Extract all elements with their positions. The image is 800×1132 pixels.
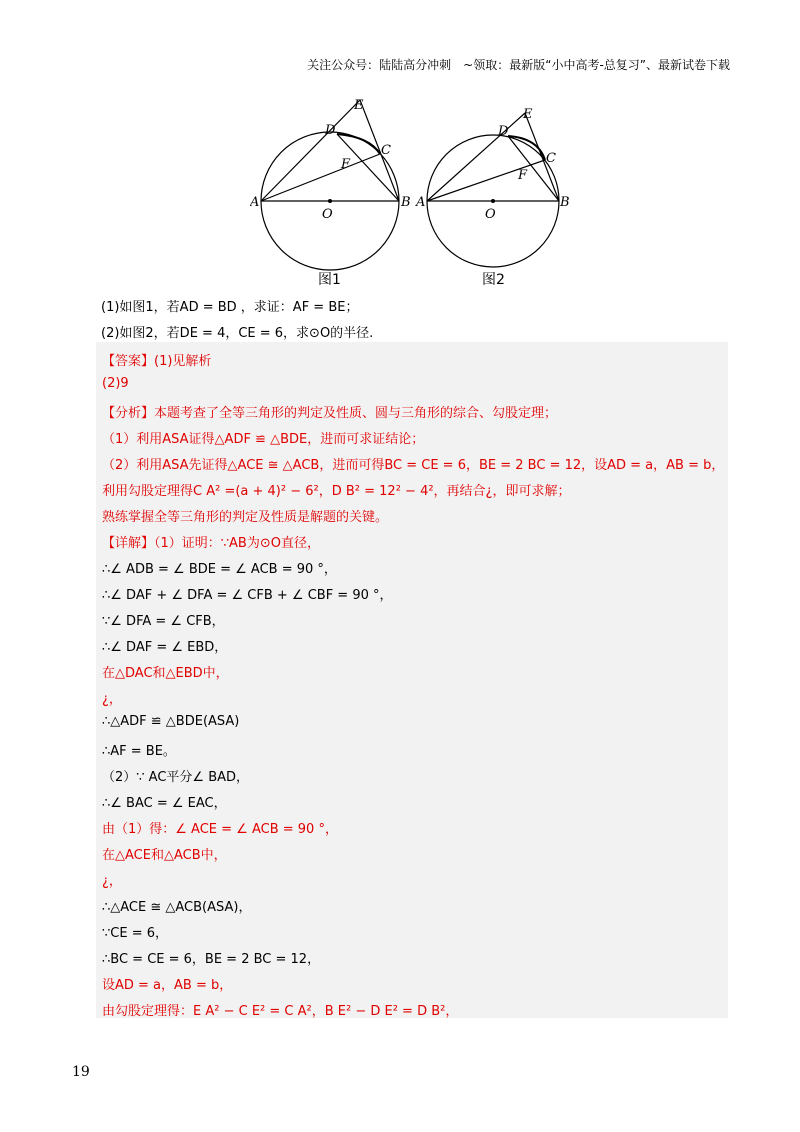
proof-line: ¿，	[102, 692, 122, 707]
answer-line: 【答案】(1)见解析	[102, 354, 212, 369]
figure-2	[415, 107, 570, 288]
label-d-2: D	[498, 124, 509, 139]
label-o-2: O	[485, 207, 496, 222]
analysis-step-2-cont: 利用勾股定理得C A² =(a + 4)² − 6²，D B² = 12² − 4²，再结合¿，即可求解；	[102, 484, 571, 499]
page-header: 关注公众号：陆陆高分冲刺 ~领取：最新版“小中高考-总复习”、最新试卷下载	[307, 58, 730, 72]
analysis-step-2: （2）利用ASA先证得△ACE ≅ △ACB，进而可得BC = CE = 6，BE = 2 BC = 12，设AD = a，AB = b，	[102, 458, 725, 473]
label-b-2: B	[560, 195, 570, 210]
label-c-1: C	[381, 143, 391, 158]
proof-line: 在△ACE和△ACB中，	[102, 848, 227, 863]
label-c-2: C	[546, 151, 556, 166]
proof-line: ∴△ACE ≅ △ACB(ASA)，	[102, 900, 252, 915]
proof-line: 在△DAC和△EBD中，	[102, 666, 229, 681]
figure-2-caption: 图2	[482, 272, 505, 288]
circle-diagrams	[250, 92, 580, 292]
analysis-heading: 【分析】本题考查了全等三角形的判定及性质、圆与三角形的综合、勾股定理；	[102, 406, 558, 421]
proof-line: 设AD = a，AB = b，	[102, 978, 233, 993]
label-b-1: B	[401, 195, 411, 210]
proof-line: 由（1）得：∠ ACE = ∠ ACB = 90 °，	[102, 822, 338, 837]
proof-line: ∴∠ ADB = ∠ BDE = ∠ ACB = 90 °，	[102, 562, 337, 577]
proof-line: ∴∠ DAF + ∠ DFA = ∠ CFB + ∠ CBF = 90 °，	[102, 588, 393, 603]
label-o-1: O	[322, 207, 333, 222]
label-f-1: F	[341, 157, 351, 172]
analysis-step-1: （1）利用ASA证得△ADF ≌ △BDE，进而可求证结论；	[102, 432, 425, 447]
label-e-1: E	[354, 98, 364, 113]
label-a-1: A	[250, 195, 260, 210]
proof-line: ∴BC = CE = 6，BE = 2 BC = 12，	[102, 952, 321, 967]
analysis-summary: 熟练掌握全等三角形的判定及性质是解题的关键。	[102, 510, 389, 525]
label-d-1: D	[325, 123, 336, 138]
proof-line: ∴AF = BE。	[102, 744, 176, 759]
figure-1-caption: 图1	[318, 272, 341, 288]
proof-line: （2）∵ AC平分∠ BAD，	[102, 770, 250, 785]
proof-line: ∴∠ BAC = ∠ EAC，	[102, 796, 227, 811]
solution-panel	[96, 342, 728, 1018]
proof-line: ¿，	[102, 874, 122, 889]
figure-1	[250, 98, 411, 288]
label-e-2: E	[523, 107, 533, 122]
label-a-2: A	[416, 195, 426, 210]
proof-line: ∴∠ DAF = ∠ EBD，	[102, 640, 228, 655]
question-2: (2)如图2，若DE = 4，CE = 6，求⊙O的半径.	[101, 326, 374, 341]
proof-line: 由勾股定理得：E A² − C E² = C A²，B E² − D E² = D B²，	[102, 1004, 459, 1019]
page-number: 19	[72, 1064, 90, 1080]
question-1: (1)如图1，若AD = BD ，求证：AF = BE；	[101, 300, 359, 315]
proof-line: ∵CE = 6，	[102, 926, 168, 941]
proof-line: ∵∠ DFA = ∠ CFB，	[102, 614, 225, 629]
geometry-figures	[250, 92, 580, 292]
detail-heading: 【详解】（1）证明：∵AB为⊙O直径，	[102, 536, 320, 551]
label-f-2: F	[518, 168, 528, 183]
answer-part-2: (2)9	[102, 376, 129, 391]
proof-line: ∴△ADF ≌ △BDE(ASA)	[102, 714, 240, 729]
